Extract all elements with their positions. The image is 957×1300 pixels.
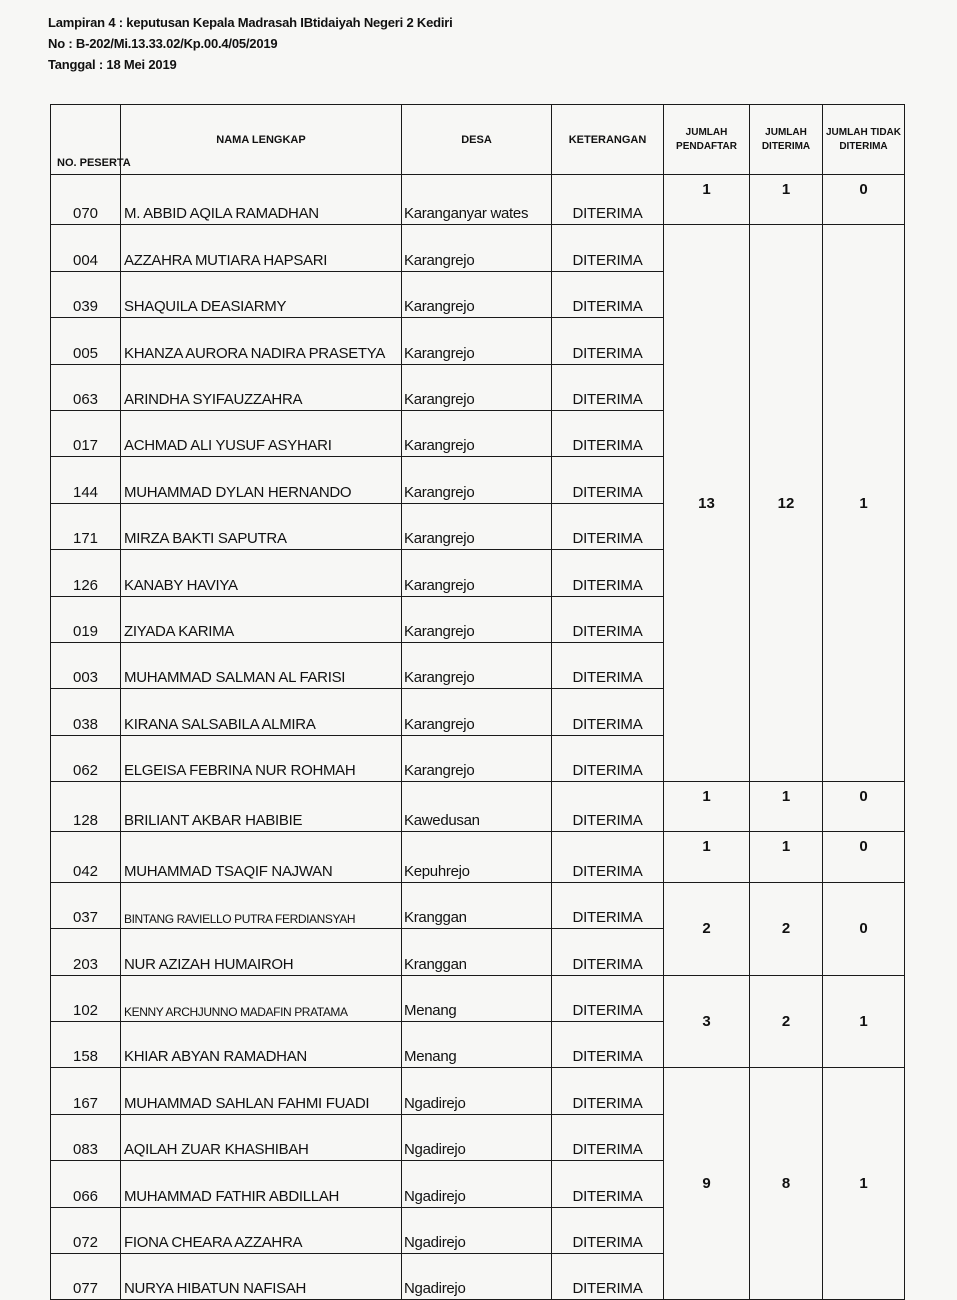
col-header-desa: DESA	[402, 105, 552, 175]
cell-no-peserta: 017	[51, 410, 121, 456]
table-row	[51, 1068, 905, 1114]
cell-desa: Kranggan	[402, 882, 552, 928]
cell-jumlah-tidak-diterima: 1	[823, 225, 905, 782]
cell-no-peserta: 128	[51, 782, 121, 832]
cell-nama-lengkap: KANABY HAVIYA	[121, 550, 402, 596]
cell-no-peserta: 003	[51, 642, 121, 688]
cell-no-peserta: 005	[51, 318, 121, 364]
cell-keterangan: DITERIMA	[552, 689, 664, 735]
cell-keterangan: DITERIMA	[552, 271, 664, 317]
cell-no-peserta: 167	[51, 1068, 121, 1114]
cell-desa: Ngadirejo	[402, 1253, 552, 1299]
cell-nama-lengkap: BINTANG RAVIELLO PUTRA FERDIANSYAH	[121, 882, 402, 928]
cell-no-peserta: 039	[51, 271, 121, 317]
cell-no-peserta: 072	[51, 1207, 121, 1253]
cell-no-peserta: 038	[51, 689, 121, 735]
cell-keterangan: DITERIMA	[552, 1207, 664, 1253]
cell-nama-lengkap: MUHAMMAD SALMAN AL FARISI	[121, 642, 402, 688]
cell-no-peserta: 019	[51, 596, 121, 642]
cell-jumlah-diterima: 1	[750, 175, 823, 225]
cell-jumlah-diterima: 2	[750, 882, 823, 975]
cell-nama-lengkap: NURYA HIBATUN NAFISAH	[121, 1253, 402, 1299]
cell-jumlah-pendaftar: 1	[664, 175, 750, 225]
cell-jumlah-pendaftar: 9	[664, 1068, 750, 1300]
cell-desa: Karangrejo	[402, 457, 552, 503]
cell-jumlah-pendaftar: 1	[664, 832, 750, 882]
cell-no-peserta: 158	[51, 1022, 121, 1068]
cell-keterangan: DITERIMA	[552, 457, 664, 503]
cell-keterangan: DITERIMA	[552, 1068, 664, 1114]
cell-desa: Karangrejo	[402, 642, 552, 688]
table-row	[51, 175, 905, 225]
cell-desa: Karangrejo	[402, 225, 552, 271]
header-attachment-line: Lampiran 4 : keputusan Kepala Madrasah IBtidaiyah Negeri 2 Kediri	[48, 15, 453, 30]
cell-no-peserta: 203	[51, 929, 121, 975]
cell-jumlah-pendaftar: 1	[664, 782, 750, 832]
cell-keterangan: DITERIMA	[552, 975, 664, 1021]
col-header-jumlah-pendaftar: JUMLAH PENDAFTAR	[664, 105, 750, 175]
cell-desa: Ngadirejo	[402, 1068, 552, 1114]
cell-jumlah-diterima: 1	[750, 832, 823, 882]
cell-nama-lengkap: MIRZA BAKTI SAPUTRA	[121, 503, 402, 549]
cell-keterangan: DITERIMA	[552, 782, 664, 832]
cell-desa: Kranggan	[402, 929, 552, 975]
cell-nama-lengkap: KHANZA AURORA NADIRA PRASETYA	[121, 318, 402, 364]
cell-nama-lengkap: KENNY ARCHJUNNO MADAFIN PRATAMA	[121, 975, 402, 1021]
cell-no-peserta: 083	[51, 1114, 121, 1160]
cell-no-peserta: 042	[51, 832, 121, 882]
cell-no-peserta: 070	[51, 175, 121, 225]
cell-desa: Ngadirejo	[402, 1207, 552, 1253]
col-header-jumlah-diterima: JUMLAH DITERIMA	[750, 105, 823, 175]
cell-keterangan: DITERIMA	[552, 929, 664, 975]
cell-nama-lengkap: KIRANA SALSABILA ALMIRA	[121, 689, 402, 735]
col-header-nama: NAMA LENGKAP	[121, 105, 402, 175]
cell-keterangan: DITERIMA	[552, 832, 664, 882]
cell-desa: Karangrejo	[402, 550, 552, 596]
table-row	[51, 225, 905, 271]
cell-desa: Karangrejo	[402, 410, 552, 456]
col-header-no: NO. PESERTA	[51, 105, 121, 175]
cell-keterangan: DITERIMA	[552, 503, 664, 549]
cell-no-peserta: 144	[51, 457, 121, 503]
cell-no-peserta: 077	[51, 1253, 121, 1299]
cell-nama-lengkap: MUHAMMAD DYLAN HERNANDO	[121, 457, 402, 503]
cell-nama-lengkap: ARINDHA SYIFAUZZAHRA	[121, 364, 402, 410]
table-row	[51, 782, 905, 832]
cell-no-peserta: 004	[51, 225, 121, 271]
cell-nama-lengkap: M. ABBID AQILA RAMADHAN	[121, 175, 402, 225]
cell-jumlah-diterima: 8	[750, 1068, 823, 1300]
cell-no-peserta: 066	[51, 1161, 121, 1207]
table-row	[51, 832, 905, 882]
participants-table	[50, 104, 905, 1300]
cell-desa: Karangrejo	[402, 596, 552, 642]
cell-keterangan: DITERIMA	[552, 410, 664, 456]
cell-keterangan: DITERIMA	[552, 364, 664, 410]
table-header-row	[51, 105, 905, 175]
cell-keterangan: DITERIMA	[552, 1114, 664, 1160]
cell-desa: Karanganyar wates	[402, 175, 552, 225]
cell-jumlah-tidak-diterima: 1	[823, 975, 905, 1068]
cell-nama-lengkap: SHAQUILA DEASIARMY	[121, 271, 402, 317]
cell-desa: Ngadirejo	[402, 1114, 552, 1160]
table-row	[51, 882, 905, 928]
cell-keterangan: DITERIMA	[552, 1022, 664, 1068]
cell-desa: Kepuhrejo	[402, 832, 552, 882]
header-date-line: Tanggal : 18 Mei 2019	[48, 57, 177, 72]
cell-desa: Karangrejo	[402, 503, 552, 549]
cell-no-peserta: 102	[51, 975, 121, 1021]
cell-keterangan: DITERIMA	[552, 642, 664, 688]
cell-nama-lengkap: MUHAMMAD FATHIR ABDILLAH	[121, 1161, 402, 1207]
cell-nama-lengkap: KHIAR ABYAN RAMADHAN	[121, 1022, 402, 1068]
cell-nama-lengkap: AQILAH ZUAR KHASHIBAH	[121, 1114, 402, 1160]
cell-jumlah-diterima: 2	[750, 975, 823, 1068]
cell-desa: Menang	[402, 1022, 552, 1068]
cell-jumlah-tidak-diterima: 0	[823, 882, 905, 975]
cell-jumlah-tidak-diterima: 0	[823, 782, 905, 832]
cell-keterangan: DITERIMA	[552, 1253, 664, 1299]
cell-jumlah-tidak-diterima: 1	[823, 1068, 905, 1300]
cell-desa: Karangrejo	[402, 364, 552, 410]
cell-desa: Karangrejo	[402, 735, 552, 781]
cell-jumlah-pendaftar: 3	[664, 975, 750, 1068]
cell-no-peserta: 062	[51, 735, 121, 781]
cell-keterangan: DITERIMA	[552, 318, 664, 364]
cell-jumlah-diterima: 12	[750, 225, 823, 782]
cell-desa: Karangrejo	[402, 689, 552, 735]
cell-nama-lengkap: BRILIANT AKBAR HABIBIE	[121, 782, 402, 832]
cell-nama-lengkap: FIONA CHEARA AZZAHRA	[121, 1207, 402, 1253]
cell-nama-lengkap: AZZAHRA MUTIARA HAPSARI	[121, 225, 402, 271]
cell-keterangan: DITERIMA	[552, 735, 664, 781]
cell-keterangan: DITERIMA	[552, 882, 664, 928]
cell-desa: Ngadirejo	[402, 1161, 552, 1207]
cell-nama-lengkap: NUR AZIZAH HUMAIROH	[121, 929, 402, 975]
document-header	[48, 12, 453, 75]
col-header-jumlah-tidak-diterima: JUMLAH TIDAK DITERIMA	[823, 105, 905, 175]
cell-keterangan: DITERIMA	[552, 596, 664, 642]
cell-keterangan: DITERIMA	[552, 550, 664, 596]
cell-desa: Kawedusan	[402, 782, 552, 832]
cell-keterangan: DITERIMA	[552, 175, 664, 225]
cell-jumlah-pendaftar: 2	[664, 882, 750, 975]
header-number-line: No : B-202/Mi.13.33.02/Kp.00.4/05/2019	[48, 36, 278, 51]
cell-jumlah-tidak-diterima: 0	[823, 832, 905, 882]
cell-desa: Karangrejo	[402, 271, 552, 317]
cell-jumlah-pendaftar: 13	[664, 225, 750, 782]
cell-no-peserta: 063	[51, 364, 121, 410]
cell-no-peserta: 171	[51, 503, 121, 549]
cell-no-peserta: 037	[51, 882, 121, 928]
cell-nama-lengkap: ACHMAD ALI YUSUF ASYHARI	[121, 410, 402, 456]
cell-nama-lengkap: ZIYADA KARIMA	[121, 596, 402, 642]
cell-desa: Menang	[402, 975, 552, 1021]
table-row	[51, 975, 905, 1021]
cell-keterangan: DITERIMA	[552, 225, 664, 271]
col-header-keterangan: KETERANGAN	[552, 105, 664, 175]
cell-jumlah-diterima: 1	[750, 782, 823, 832]
cell-nama-lengkap: ELGEISA FEBRINA NUR ROHMAH	[121, 735, 402, 781]
cell-no-peserta: 126	[51, 550, 121, 596]
cell-nama-lengkap: MUHAMMAD SAHLAN FAHMI FUADI	[121, 1068, 402, 1114]
cell-desa: Karangrejo	[402, 318, 552, 364]
cell-jumlah-tidak-diterima: 0	[823, 175, 905, 225]
cell-nama-lengkap: MUHAMMAD TSAQIF NAJWAN	[121, 832, 402, 882]
cell-keterangan: DITERIMA	[552, 1161, 664, 1207]
